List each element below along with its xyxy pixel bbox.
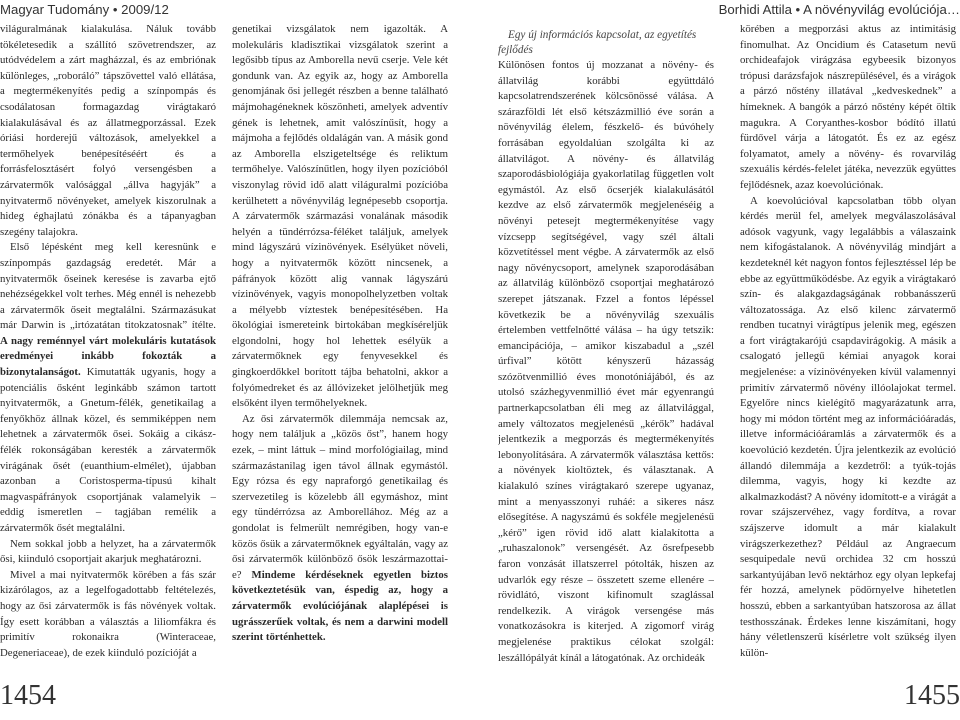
text-column-2: [232, 22, 448, 670]
paragraph-text: Kimutatták ugyanis, hogy a potenciális ősként leginkább számon tartott nyitvatermők, a Gnetum-félék, genetikailag a fenyőkhöz állnak közel, és semmiképpen nem lehetnek a zárvatermők ősei. Sokáig a cikász-félék rokonságában keresték a zárvatermők virágának ősét (euanthium-elmélet), újabban azonban a Coristosperma-típusú kihalt magvaspáfrányok csoportjának valamelyik – eddig ismeretlen – tagjában remélik a zárvatermők ősét megtalálni.: [0, 366, 216, 534]
paragraph-text: Első lépésként meg kell keresnünk e színpompás gazdagság eredetét. Már a nyitvatermők őseinek keresése is zavarba ejtő nehézségekkel volt terhes. Még ennél is nehezebb a zárvatermők őseit megtalálni. Származásukat már Darwin is „irtózatátan titokzatosnak” ítélte.: [0, 241, 216, 332]
text-column-4: [740, 22, 956, 670]
paragraph: világuralmának kialakulása. Náluk tovább tökéletesedik a szállító szövetrendszer, az utódvédelem a zárt magházzal, és az embriónak különleges, „roboráló” tápszövettel való ellátása, a megtermékenyítés pedig a színpompás és csodálatosan formagazdag virágtakaró kialakulásával és az állatmegporzással. Ezek óriási horderejű változások, amelyekkel a termőhelyek benépesítéséért és a forrásfelosztásért folyó versengésben a zárvatermők valósággal „állva hagyják” a nyitvatermő növényeket, amelyek kiszorulnak a hideg éghajlatú zónákba és a tápanyagban szegény talajokra.: [0, 23, 216, 238]
paragraph-text: Az ősi zárvatermők dilemmája nemcsak az, hogy nem találjuk a „közös őst”, hanem hogy ezek, – mint láttuk – mind morfológiailag, mind származástanilag igen távol állnak egymástól. Egy rózsa és egy napraforgó genetikailag és szervezetileg is közelebb áll egymáshoz, mint egy tündérrózsa az Amborellához. Még az a gondolat is felmerült nemrégiben, hogy van-e közös ősük a zárvatermőknek egyáltalán, vagy az ősi zárvatermők különböző ősök leszármazottai-e?: [232, 412, 448, 581]
paragraph: A koevolúcióval kapcsolatban több olyan kérdés merül fel, amelyek megválaszolásával adósok vagyunk, vagy legalábbis a válaszaink nem kifogástalanok. A növényvilág mindjárt a kezdeteknél két nagyon fontos fejlesztéssel lép be ebbe az együttműködésbe. Az egyik a virágtakaró szín- és alakgazdagságának robbanásszerű változatossága. Az első kilenc zárvatermő rendben tucatnyi virágtípus jelenik meg, egészen a fort virágtakarójú csapdavirágokig. A másik a csalogató jellegű kémiai anyagok korai megjelenése: a vízinövényeken kívül valamennyi primitív zárvatermő növény illóolajokat termel. Egyelőre nincs kielégítő magyarázatunk arra, hogy mi módon történt meg az információáradás, illetve információáramlás a zárvatermők és a koevolúció kezdetén. Újra jelentkezik az evolúció állandó dilemmája a kezdetről: a tyúk-tojás dilemma, vagyis, hogy ki kezdte az alkalmazkodást? A növény idomított-e a virágát a rovar szájszervéhez, vagy fordítva, a rovar szájszerve idomult a már kialakult virágszerkezethez? Például az Angraecum sesquipedale nevű orchidea 32 cm hosszú sarkantyújában levő nektárhoz egy olyan lepkefaj fér hozzá, amelynek pödörnyelve hihetetlen hosszú, ebben a sarkantyúban hatszorosa az állat testhosszának. Érdekes lenne kiszámítani, hogy hány véletlenszerű kísérletre volt szükség ilyen külön-: [740, 194, 956, 659]
paragraph: Különösen fontos új mozzanat a növény- és állatvilág korábbi együttdáló kapcsolatrendszerének kölcsönössé válása. A szárazföldi lét első kétszázmillió éve során a növényvilág élelem, fészkelő- és búvóhely forrásában egyoldalúan szolgálta ki az állatvilágot. A növény- és állatvilág szaporodásbiológiája gyakorlatilag független volt egymástól. Az első őcserjék kialakulásától kezdve az első zárvatermők megjelenéséig a növényi petesejt megtermékenyítése vagy vízcsepp segítségével, vagy szél általi közvetítéssel ment végbe. A zárvatermők az első nagy növénycsoport, amelynek szaporodásában az állatvilág különböző csoportjai meghatározó szerepet játszanak. Fzzel a fontos lépéssel következik be a növényvilág szexuális értelemben vettfelnőtté válása – ha úgy tetszik: emancipációja, – amikor kiszabadul a „szél úrfival” kötött kényszerű házasság szózötvenmillió éves monotóniájából, és az utolsó százhegyvenmillió évet már egyenrangú partnerkapcsolatban éli meg az állatvilággal, amely változatos megjelenésű „kérők” hadával jelentkezik a megporzás és megtermékenyítés lebonyolítására. A zárvatermők választása kettős: a növények kioltöztek, és választanak. A kialakuló színes virágtakaró szerepe ugyanaz, mint a menyasszonyi ruháé: a sikeres nász elősegítése. A nagyszámú és sokféle megjelenésű „kérő” igen rövid idő alatt kialakította a „ruhaszalonok” versengését. Az ősrefpesebb faron vonzását illatszerrel pótolták, hiszen az udvarlók egy része – összetett szeme ellenére – rövidlátó, viszont kifinomult szaglással rendelkezik. A virágok versengése más vonatkozásokra is kiterjed. A zigomorf virág megjelenése praktikus célokat szolgál: leszállópályát kínál a látogatónak. Az orchideák: [498, 59, 714, 664]
text-column-3: [498, 28, 714, 676]
pull-quote: Egy új információs kapcsolat, az egyetítés fejlődés: [498, 29, 697, 56]
text-column-1: [0, 22, 216, 670]
paragraph: Mivel a mai nyitvatermők körében a fás szár kizárólagos, az a legelfogadottabb feltételezés, hogy az ősi zárvatermők is fás növények voltak. Így esett korábban a választás a liliomfákra és primitív rokonaikra (Winteraceae, Degeneriaceae), de ezek kiinduló pozícióját a: [0, 568, 216, 659]
paragraph: [232, 412, 448, 646]
paragraph: körében a megporzási aktus az intimitásig finomulhat. Az Oncidium és Catasetum nevű orchideafajok virágzása egybeesik bizonyos trópusi darázsfajok nászrepülésével, és a virágok a párzó nőstény illatával „kedveskednek” a hímeknek. A bangók a párzó nőstény képét öltik magukra. A Coryanthes-kosbor bódító illatú fürdővel várja a látogatót. És ez az egész folyamatot, amely a növény- és rovarvilág szexuális kérdés-felelet játéka, nevezzük együttes fejlődésnek, azaz koevolúciónak.: [740, 23, 956, 191]
paragraph: genetikai vizsgálatok nem igazolták. A molekuláris kladisztikai vizsgálatok szerint a legősibb típus az Amborella nevű cserje. Vele két gondunk van. Az egyik az, hogy az Amborella genomjának ősi jellegét részben a benne található májmohagéneknek köszönheti, amelyek adventív gének is lehetnek, amit valószínűsít, hogy a májmoha a fejlődés oldalágán van. A másik gond az Amborella elszigeteltsége és reliktum termőhelye. Valószínűtlen, hogy ilyen pozícióból viszonylag rövid idő alatt világuralmi pozícióba kerülhetett a növényvilág legnépesebb csoportja. A zárvatermők származási vonalának második helyén a tündérrózsa-féléket találjuk, amelyek mind lágyszárú vízinövények. Esélyüket növeli, hogy a nyitvatermők között nincsenek, a páfrányok között alig vannak lágyszárú vízinövények, vagyis monopolhelyzetben voltak a mélyebb víztestek benépesítésében. Ha ökológiai ismereteink birtokában megkíséreljük elgondolni, hogy hol lehettek esélyük a zárvatermőknek egy fenyvesekkel és gingkoerdőkkel borított tájba behatolni, akkor a folyómedreket és az állóvizeket jelölhetjük meg elsőként ilyen termőhelyeknek.: [232, 23, 448, 410]
page-number-left: 1454: [0, 680, 56, 711]
paragraph: Nem sokkal jobb a helyzet, ha a zárvatermők ősi, kiinduló csoportjait akarjuk meghatározni.: [0, 537, 216, 566]
page-number-right: 1455: [904, 680, 960, 711]
bold-statement: Mindeme kérdéseknek egyetlen biztos következtetésük van, éspedig az, hogy a zárvatermők evolúciójának alaplépései is ugrásszerűek voltak, és nem a darwini modell szerint történhettek.: [232, 568, 448, 644]
running-header-right: Borhidi Attila • A növényvilág evolúciója…: [718, 2, 960, 17]
paragraph: [0, 240, 216, 536]
bold-statement: A nagy reménnyel várt molekuláris kutatások eredményei inkább fokozták a bizonytalanságot.: [0, 334, 216, 379]
running-header-left: Magyar Tudomány • 2009/12: [0, 2, 169, 17]
